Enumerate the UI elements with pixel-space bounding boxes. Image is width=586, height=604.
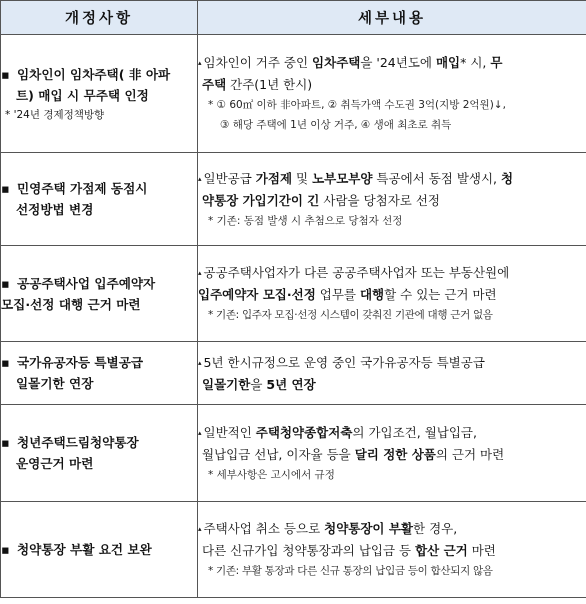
detail-note: * 세부사항은 고시에서 규정 [208, 468, 335, 481]
bullet-icon: ▪ [1, 181, 10, 196]
detail-cell: ▴ 주택사업 취소 등으로 청약통장이 부활한 경우, 다른 신규가입 청약통장과의 납입금 등 합산 근거 마련 * 기존: 부활 통장과 다른 신규 통장의 납입금 등이 합산되지 않음 [198, 502, 586, 598]
bullet-icon: ▪ [1, 542, 10, 557]
triangle-bullet-icon: ▴ [198, 174, 202, 183]
table-row [1, 246, 586, 342]
triangle-bullet-icon: ▴ [198, 59, 202, 67]
change-title-cont: 모집·선정 대행 근거 마련 [1, 296, 141, 312]
detail-cell: ▴ 임차인이 거주 중인 임차주택을 '24년도에 매입* 시, 무 주택 간주(1년 한시) * ① 60㎡ 이하 非아파트, ② 취득가액 수도권 3억(지방 2억원)↓, ③ 해당 주택에 1년 이상 거주, ④ 생애 최초로 취득 [198, 35, 586, 153]
change-title: 공공주택사업 입주예약자 [17, 275, 156, 291]
change-cell [1, 342, 198, 405]
table-row [1, 342, 586, 405]
bullet-icon: ▪ [1, 435, 10, 450]
detail-note: * 기존: 입주자 모집·선정 시스템이 갖춰진 기관에 대행 근거 없음 [208, 309, 493, 321]
table-row [1, 405, 586, 502]
table-row [1, 35, 586, 153]
change-title: 청년주택드림청약통장 [17, 435, 139, 450]
change-title: 임차인이 임차주택( 非 아파 [17, 66, 171, 82]
bullet-icon: ▪ [1, 355, 10, 370]
change-title: 국가유공자등 특별공급 [17, 355, 144, 370]
detail-cell: ▴ 5년 한시규정으로 운영 중인 국가유공자등 특별공급 일몰기한을 5년 연장 [198, 342, 586, 405]
table-row [1, 153, 586, 246]
header-row [1, 1, 586, 35]
change-title: 청약통장 부활 요건 보완 [17, 542, 152, 557]
header-changes: 개정사항 [1, 1, 198, 35]
change-cell [1, 502, 198, 598]
change-title-cont: 트) 매입 시 무주택 인정 [16, 87, 149, 103]
bullet-icon: ▪ [1, 66, 10, 82]
change-title: 민영주택 가점제 동점시 [17, 181, 148, 196]
triangle-bullet-icon: ▴ [198, 525, 202, 533]
detail-note: * ① 60㎡ 이하 非아파트, ② 취득가액 수도권 3억(지방 2억원)↓, [208, 99, 506, 111]
change-source-note: * '24년 경제정책방향 [5, 108, 105, 121]
change-title-cont: 일몰기한 연장 [16, 376, 94, 391]
detail-cell: ▴ 일반공급 가점제 및 노부모부양 특공에서 동점 발생시, 청 약통장 가입기간이 긴 사람을 당첨자로 선정 * 기존: 동점 발생 시 추첨으로 당첨자 선정 [198, 153, 586, 246]
change-cell [1, 405, 198, 502]
triangle-bullet-icon: ▴ [198, 428, 202, 437]
triangle-bullet-icon: ▴ [198, 358, 202, 367]
change-cell [1, 246, 198, 342]
triangle-bullet-icon: ▴ [198, 269, 202, 277]
change-title-cont: 운영근거 마련 [16, 456, 94, 471]
detail-note: * 기존: 동점 발생 시 추첨으로 당첨자 선정 [208, 214, 403, 227]
detail-note: ③ 해당 주택에 1년 이상 거주, ④ 생애 최초로 취득 [220, 119, 452, 131]
table-row [1, 502, 586, 598]
change-cell [1, 153, 198, 246]
detail-cell: ▴ 공공주택사업자가 다른 공공주택사업자 또는 부동산원에 입주예약자 모집·선정 업무를 대행할 수 있는 근거 마련 * 기존: 입주자 모집·선정 시스템이 갖춰진 기관에 대행 근거 없음 [198, 246, 586, 342]
detail-cell: ▴ 일반적인 주택청약종합저축의 가입조건, 월납입금, 월납입금 선납, 이자율 등을 달리 정한 상품의 근거 마련 * 세부사항은 고시에서 규정 [198, 405, 586, 502]
change-cell [1, 35, 198, 153]
detail-note: * 기존: 부활 통장과 다른 신규 통장의 납입금 등이 합산되지 않음 [208, 565, 493, 577]
bullet-icon: ▪ [1, 275, 10, 291]
header-details: 세부내용 [198, 1, 586, 35]
change-title-cont: 선정방법 변경 [16, 202, 94, 217]
